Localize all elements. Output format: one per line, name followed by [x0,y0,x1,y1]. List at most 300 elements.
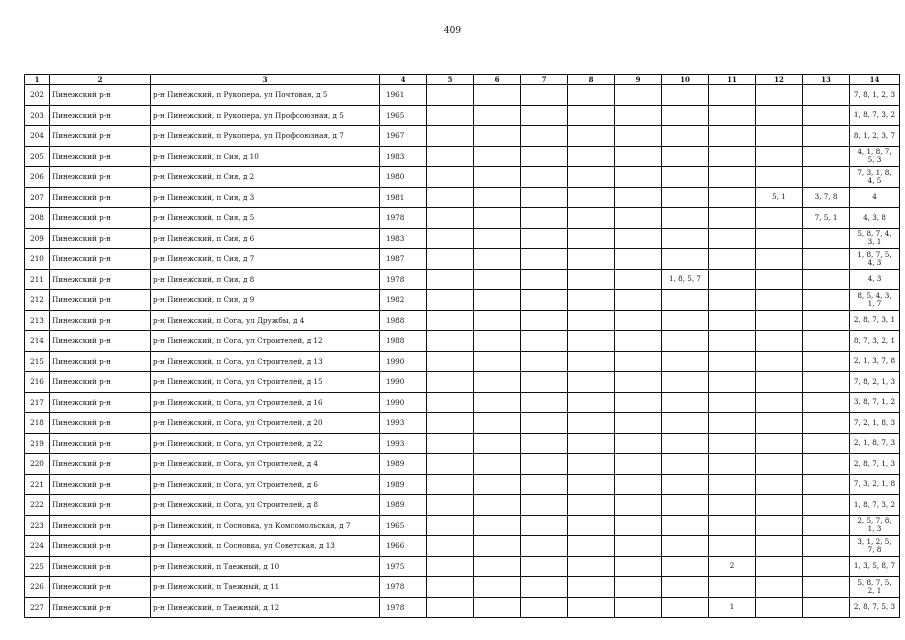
table-cell-col-11: 2 [709,556,756,577]
table-cell-col-7 [521,269,568,290]
table-cell-col-10 [662,208,709,229]
table-cell-col-5 [427,392,474,413]
table-cell-col-3: р-н Пинежский, п Сога, ул Строителей, д 12 [151,331,380,352]
table-cell-col-12 [756,433,803,454]
table-cell-col-13 [803,515,850,536]
table-cell-col-3: р-н Пинежский, п Рукопера, ул Профсоюзная, д 7 [151,126,380,147]
table-cell-col-5 [427,413,474,434]
table-cell-col-8 [568,515,615,536]
table-cell-col-4: 1988 [380,331,427,352]
table-cell-col-2: Пинежский р-н [50,413,151,434]
table-cell-col-4: 1993 [380,433,427,454]
table-cell-col-3: р-н Пинежский, п Сога, ул Строителей, д 15 [151,372,380,393]
table-cell-col-9 [615,105,662,126]
table-cell-col-10: 1, 8, 5, 7 [662,269,709,290]
table-cell-col-12: 5, 1 [756,187,803,208]
table-cell-col-14: 2, 5, 7, 8, 1, 3 [850,515,900,536]
table-cell-col-3: р-н Пинежский, п Сога, ул Строителей, д 6 [151,474,380,495]
table-cell-col-3: р-н Пинежский, п Сия, д 7 [151,249,380,270]
column-header-14: 14 [850,75,900,85]
column-header-4: 4 [380,75,427,85]
table-cell-col-9 [615,577,662,598]
table-cell-col-3: р-н Пинежский, п Сосновка, ул Советская, д 13 [151,536,380,557]
table-cell-col-7 [521,249,568,270]
table-cell-col-1: 219 [25,433,50,454]
table-cell-col-11 [709,187,756,208]
table-cell-col-8 [568,310,615,331]
table-row [25,249,900,270]
table-cell-col-7 [521,290,568,311]
table-cell-col-6 [474,269,521,290]
table-cell-col-13 [803,556,850,577]
table-cell-col-13 [803,433,850,454]
table-cell-col-9 [615,228,662,249]
table-cell-col-12 [756,331,803,352]
table-cell-col-2: Пинежский р-н [50,167,151,188]
table-cell-col-7 [521,536,568,557]
table-cell-col-5 [427,515,474,536]
table-cell-col-11 [709,146,756,167]
column-header-11: 11 [709,75,756,85]
table-cell-col-13 [803,310,850,331]
table-cell-col-11 [709,474,756,495]
table-cell-col-9 [615,208,662,229]
table-cell-col-13: 7, 5, 1 [803,208,850,229]
table-cell-col-7 [521,208,568,229]
table-cell-col-11 [709,331,756,352]
column-header-3: 3 [151,75,380,85]
table-cell-col-10 [662,495,709,516]
table-cell-col-9 [615,515,662,536]
table-cell-col-11 [709,454,756,475]
table-cell-col-14: 1, 8, 7, 3, 2 [850,495,900,516]
table-cell-col-14: 2, 8, 7, 3, 1 [850,310,900,331]
table-cell-col-12 [756,413,803,434]
table-cell-col-8 [568,392,615,413]
table-cell-col-11 [709,269,756,290]
table-cell-col-13 [803,495,850,516]
table-cell-col-1: 205 [25,146,50,167]
column-header-9: 9 [615,75,662,85]
table-row [25,228,900,249]
table-cell-col-7 [521,556,568,577]
table-cell-col-9 [615,351,662,372]
table-cell-col-10 [662,105,709,126]
table-cell-col-14: 1, 8, 7, 3, 2 [850,105,900,126]
table-cell-col-13 [803,331,850,352]
table-cell-col-8 [568,474,615,495]
table-row [25,577,900,598]
table-cell-col-7 [521,105,568,126]
table-cell-col-6 [474,413,521,434]
table-cell-col-9 [615,372,662,393]
table-cell-col-6 [474,433,521,454]
table-cell-col-12 [756,208,803,229]
table-cell-col-14: 5, 8, 7, 5, 2, 1 [850,577,900,598]
column-header-12: 12 [756,75,803,85]
table-cell-col-6 [474,187,521,208]
table-cell-col-10 [662,167,709,188]
table-cell-col-9 [615,556,662,577]
table-cell-col-6 [474,167,521,188]
table-cell-col-4: 1975 [380,556,427,577]
table-cell-col-9 [615,187,662,208]
table-cell-col-14: 8, 7, 3, 2, 1 [850,331,900,352]
table-cell-col-13: 3, 7, 8 [803,187,850,208]
table-cell-col-13 [803,269,850,290]
table-cell-col-6 [474,208,521,229]
table-cell-col-7 [521,474,568,495]
table-cell-col-5 [427,597,474,618]
table-cell-col-11 [709,310,756,331]
table-cell-col-1: 227 [25,597,50,618]
table-cell-col-2: Пинежский р-н [50,536,151,557]
table-cell-col-8 [568,85,615,106]
table-cell-col-12 [756,454,803,475]
table-cell-col-10 [662,474,709,495]
table-cell-col-5 [427,290,474,311]
table-cell-col-10 [662,433,709,454]
table-cell-col-9 [615,454,662,475]
table-cell-col-10 [662,454,709,475]
table-row [25,515,900,536]
table-cell-col-11: 1 [709,597,756,618]
table-cell-col-3: р-н Пинежский, п Сия, д 2 [151,167,380,188]
table-cell-col-4: 1966 [380,536,427,557]
table-cell-col-3: р-н Пинежский, п Таежный, д 11 [151,577,380,598]
table-cell-col-8 [568,126,615,147]
table-cell-col-10 [662,515,709,536]
table-cell-col-7 [521,413,568,434]
table-cell-col-7 [521,331,568,352]
table-cell-col-4: 1990 [380,392,427,413]
table-cell-col-4: 1978 [380,269,427,290]
table-cell-col-5 [427,454,474,475]
table-cell-col-4: 1980 [380,167,427,188]
table-cell-col-12 [756,536,803,557]
table-cell-col-2: Пинежский р-н [50,454,151,475]
table-cell-col-6 [474,85,521,106]
housing-table [24,74,900,618]
table-cell-col-12 [756,249,803,270]
table-cell-col-5 [427,167,474,188]
column-header-8: 8 [568,75,615,85]
table-cell-col-3: р-н Пинежский, п Сия, д 5 [151,208,380,229]
table-cell-col-1: 215 [25,351,50,372]
table-cell-col-5 [427,249,474,270]
table-cell-col-10 [662,372,709,393]
table-cell-col-11 [709,105,756,126]
table-cell-col-9 [615,269,662,290]
table-cell-col-12 [756,556,803,577]
table-row [25,556,900,577]
table-cell-col-6 [474,536,521,557]
table-cell-col-9 [615,126,662,147]
column-header-7: 7 [521,75,568,85]
table-cell-col-6 [474,454,521,475]
table-cell-col-11 [709,85,756,106]
table-cell-col-3: р-н Пинежский, п Сога, ул Строителей, д 13 [151,351,380,372]
table-row [25,105,900,126]
table-cell-col-1: 207 [25,187,50,208]
table-cell-col-11 [709,577,756,598]
table-cell-col-2: Пинежский р-н [50,269,151,290]
table-cell-col-14: 4, 3 [850,269,900,290]
table-cell-col-5 [427,228,474,249]
table-cell-col-10 [662,228,709,249]
table-cell-col-6 [474,351,521,372]
table-cell-col-2: Пинежский р-н [50,474,151,495]
table-cell-col-6 [474,105,521,126]
table-cell-col-6 [474,310,521,331]
table-cell-col-4: 1982 [380,290,427,311]
table-cell-col-9 [615,392,662,413]
table-cell-col-1: 202 [25,85,50,106]
table-cell-col-7 [521,515,568,536]
table-cell-col-1: 226 [25,577,50,598]
table-cell-col-12 [756,126,803,147]
table-cell-col-2: Пинежский р-н [50,556,151,577]
table-cell-col-2: Пинежский р-н [50,495,151,516]
table-cell-col-3: р-н Пинежский, п Сия, д 3 [151,187,380,208]
table-cell-col-14: 8, 1, 2, 3, 7 [850,126,900,147]
table-cell-col-12 [756,228,803,249]
table-cell-col-4: 1978 [380,208,427,229]
table-cell-col-11 [709,515,756,536]
table-cell-col-1: 213 [25,310,50,331]
table-cell-col-7 [521,310,568,331]
table-row [25,85,900,106]
table-cell-col-1: 214 [25,331,50,352]
table-cell-col-7 [521,495,568,516]
table-cell-col-1: 203 [25,105,50,126]
table-row [25,208,900,229]
table-cell-col-4: 1989 [380,474,427,495]
table-cell-col-4: 1988 [380,310,427,331]
table-cell-col-5 [427,269,474,290]
table-cell-col-3: р-н Пинежский, п Сия, д 6 [151,228,380,249]
table-cell-col-6 [474,515,521,536]
table-cell-col-5 [427,577,474,598]
table-cell-col-13 [803,167,850,188]
table-cell-col-10 [662,597,709,618]
table-cell-col-6 [474,495,521,516]
table-cell-col-10 [662,187,709,208]
table-cell-col-3: р-н Пинежский, п Сога, ул Строителей, д 4 [151,454,380,475]
table-row [25,372,900,393]
table-cell-col-2: Пинежский р-н [50,85,151,106]
table-cell-col-7 [521,351,568,372]
table-cell-col-11 [709,413,756,434]
table-cell-col-11 [709,392,756,413]
table-cell-col-3: р-н Пинежский, п Сога, ул Строителей, д 20 [151,413,380,434]
table-row [25,433,900,454]
table-cell-col-13 [803,577,850,598]
table-cell-col-11 [709,228,756,249]
table-cell-col-1: 212 [25,290,50,311]
table-cell-col-5 [427,495,474,516]
table-row [25,474,900,495]
table-cell-col-8 [568,556,615,577]
table-cell-col-5 [427,556,474,577]
table-cell-col-3: р-н Пинежский, п Сия, д 10 [151,146,380,167]
table-cell-col-1: 217 [25,392,50,413]
table-row [25,167,900,188]
table-body [25,85,900,618]
table-cell-col-1: 224 [25,536,50,557]
table-cell-col-4: 1990 [380,351,427,372]
table-row [25,597,900,618]
table-cell-col-12 [756,310,803,331]
table-cell-col-14: 5, 8, 7, 4, 3, 1 [850,228,900,249]
table-cell-col-8 [568,413,615,434]
table-cell-col-12 [756,85,803,106]
table-cell-col-6 [474,474,521,495]
table-cell-col-11 [709,208,756,229]
table-cell-col-13 [803,474,850,495]
table-cell-col-6 [474,126,521,147]
table-row [25,392,900,413]
table-cell-col-14: 7, 3, 2, 1, 8 [850,474,900,495]
table-cell-col-14: 1, 3, 5, 8, 7 [850,556,900,577]
table-cell-col-14: 8, 5, 4, 3, 1, 7 [850,290,900,311]
column-header-5: 5 [427,75,474,85]
table-cell-col-7 [521,187,568,208]
table-cell-col-2: Пинежский р-н [50,208,151,229]
table-cell-col-9 [615,536,662,557]
table-cell-col-8 [568,146,615,167]
table-cell-col-4: 1989 [380,454,427,475]
table-cell-col-3: р-н Пинежский, п Сога, ул Строителей, д 22 [151,433,380,454]
table-cell-col-8 [568,351,615,372]
table-row [25,413,900,434]
table-row [25,187,900,208]
table-cell-col-7 [521,392,568,413]
table-row [25,351,900,372]
table-cell-col-6 [474,331,521,352]
table-cell-col-8 [568,372,615,393]
table-cell-col-5 [427,146,474,167]
table-cell-col-7 [521,433,568,454]
table-cell-col-1: 209 [25,228,50,249]
table-cell-col-14: 7, 8, 1, 2, 3 [850,85,900,106]
table-cell-col-4: 1983 [380,228,427,249]
table-cell-col-10 [662,310,709,331]
table-cell-col-11 [709,249,756,270]
table-cell-col-6 [474,597,521,618]
table-cell-col-10 [662,413,709,434]
table-cell-col-8 [568,290,615,311]
table-cell-col-13 [803,597,850,618]
table-cell-col-12 [756,351,803,372]
table-cell-col-1: 220 [25,454,50,475]
table-cell-col-13 [803,126,850,147]
table-cell-col-1: 206 [25,167,50,188]
table-cell-col-2: Пинежский р-н [50,351,151,372]
table-cell-col-4: 1978 [380,577,427,598]
column-header-1: 1 [25,75,50,85]
table-cell-col-3: р-н Пинежский, п Сия, д 9 [151,290,380,311]
table-cell-col-2: Пинежский р-н [50,597,151,618]
table-cell-col-4: 1993 [380,413,427,434]
table-cell-col-9 [615,310,662,331]
table-cell-col-8 [568,331,615,352]
table-cell-col-3: р-н Пинежский, п Сога, ул Строителей, д 16 [151,392,380,413]
table-cell-col-6 [474,372,521,393]
table-cell-col-11 [709,351,756,372]
table-cell-col-9 [615,249,662,270]
table-cell-col-4: 1987 [380,249,427,270]
table-cell-col-9 [615,474,662,495]
table-cell-col-14: 3, 8, 7, 1, 2 [850,392,900,413]
table-row [25,495,900,516]
table-cell-col-6 [474,146,521,167]
table-cell-col-5 [427,331,474,352]
column-header-13: 13 [803,75,850,85]
table-cell-col-13 [803,105,850,126]
table-cell-col-14: 3, 1, 2, 5, 7, 8 [850,536,900,557]
table-cell-col-8 [568,495,615,516]
table-cell-col-14: 2, 1, 3, 7, 8 [850,351,900,372]
table-cell-col-1: 210 [25,249,50,270]
table-cell-col-10 [662,331,709,352]
table-cell-col-8 [568,228,615,249]
table-cell-col-12 [756,372,803,393]
table-cell-col-9 [615,331,662,352]
table-cell-col-10 [662,577,709,598]
table-cell-col-5 [427,105,474,126]
table-cell-col-7 [521,167,568,188]
table-cell-col-8 [568,105,615,126]
table-cell-col-4: 1983 [380,146,427,167]
table-cell-col-12 [756,597,803,618]
table-cell-col-9 [615,167,662,188]
table-cell-col-14: 4 [850,187,900,208]
table-row [25,126,900,147]
table-cell-col-5 [427,351,474,372]
table-cell-col-7 [521,597,568,618]
table-cell-col-5 [427,85,474,106]
table-cell-col-1: 225 [25,556,50,577]
table-cell-col-6 [474,249,521,270]
table-cell-col-12 [756,515,803,536]
table-cell-col-14: 4, 1, 8, 7, 5, 3 [850,146,900,167]
table-cell-col-4: 1989 [380,495,427,516]
table-cell-col-2: Пинежский р-н [50,187,151,208]
table-row [25,146,900,167]
table-cell-col-10 [662,146,709,167]
table-cell-col-1: 204 [25,126,50,147]
column-header-2: 2 [50,75,151,85]
table-cell-col-13 [803,146,850,167]
table-cell-col-2: Пинежский р-н [50,290,151,311]
table-cell-col-9 [615,433,662,454]
table-cell-col-3: р-н Пинежский, п Сога, ул Дружбы, д 4 [151,310,380,331]
table-cell-col-8 [568,536,615,557]
table-cell-col-11 [709,433,756,454]
table-cell-col-8 [568,454,615,475]
table-cell-col-5 [427,208,474,229]
table-cell-col-14: 1, 8, 7, 5, 4, 3 [850,249,900,270]
table-cell-col-11 [709,290,756,311]
table-cell-col-11 [709,495,756,516]
table-cell-col-8 [568,577,615,598]
table-cell-col-9 [615,146,662,167]
table-row [25,269,900,290]
table-cell-col-1: 218 [25,413,50,434]
table-cell-col-8 [568,208,615,229]
table-cell-col-13 [803,536,850,557]
